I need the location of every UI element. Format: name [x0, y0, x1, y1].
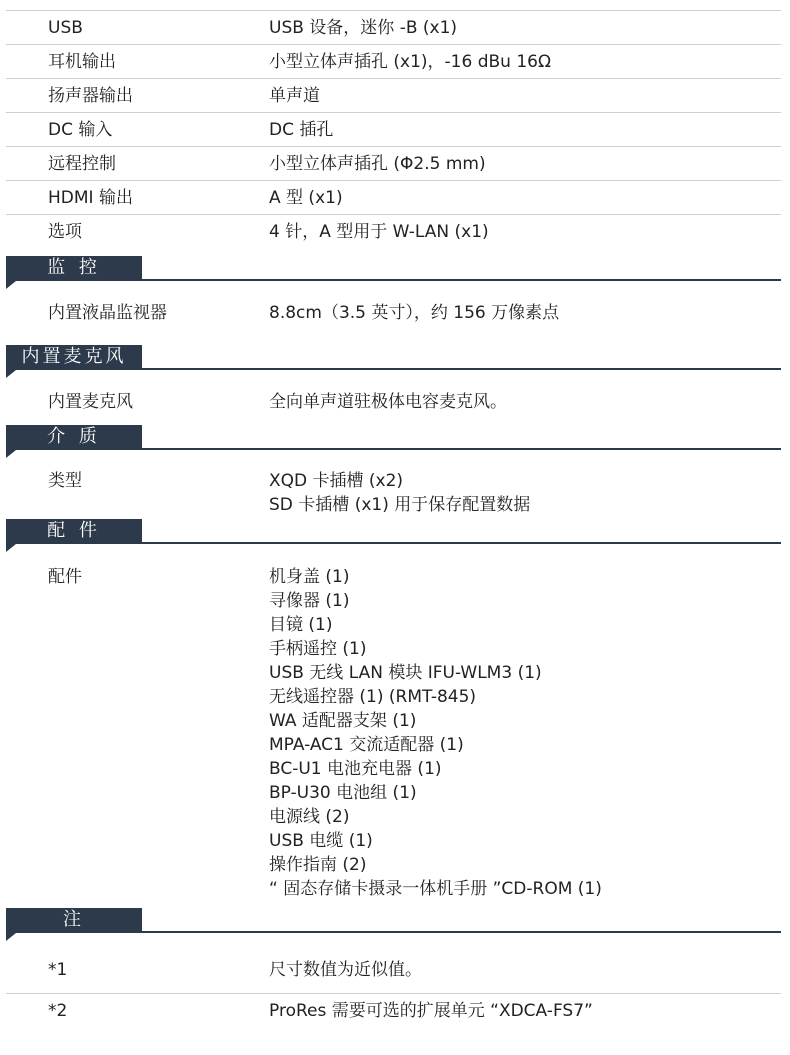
section-notch [6, 450, 16, 458]
media-slot-xqd: XQD 卡插槽 (x2) [269, 471, 404, 491]
row-value: 小型立体声插孔 (Φ2.5 mm) [269, 154, 486, 174]
row-value: 8.8cm（3.5 英寸），约 156 万像素点 [269, 303, 560, 323]
row-value: 全向单声道驻极体电容麦克风。 [269, 392, 507, 412]
section-rule [6, 542, 781, 544]
section-header-monitor [6, 256, 781, 291]
list-item: “ 固态存储卡摄录一体机手册 ”CD-ROM (1) [269, 879, 602, 899]
section-title: 内置麦克风 [6, 345, 142, 368]
row-label: HDMI 输出 [48, 188, 133, 208]
section-header-media [6, 425, 781, 460]
row-label: 内置麦克风 [48, 392, 133, 412]
list-item: BP-U30 电池组 (1) [269, 783, 417, 803]
section-title: 配 件 [6, 519, 142, 542]
row-value: DC 插孔 [269, 120, 334, 140]
row-label: 类型 [48, 471, 82, 491]
spec-row-headphone [6, 45, 781, 79]
section-rule [6, 279, 781, 281]
section-rule [6, 368, 781, 370]
row-value: A 型 (x1) [269, 188, 343, 208]
row-value: 4 针，A 型用于 W-LAN (x1) [269, 222, 489, 242]
section-rule [6, 931, 781, 933]
spec-row-option [6, 215, 781, 255]
list-item: 电源线 (2) [269, 807, 350, 827]
note-text: 尺寸数值为近似值。 [269, 960, 422, 980]
accessory-list [269, 565, 602, 901]
section-rule [6, 448, 781, 450]
list-item: 机身盖 (1) [269, 567, 350, 587]
spec-row-hdmi [6, 181, 781, 215]
note-marker: *2 [48, 1001, 68, 1021]
list-item: MPA-AC1 交流适配器 (1) [269, 735, 464, 755]
row-value: USB 设备，迷你 -B (x1) [269, 18, 458, 38]
section-header-mic [6, 345, 781, 380]
note-row-1 [6, 942, 781, 994]
row-label: 选项 [48, 222, 82, 242]
list-item: 目镜 (1) [269, 615, 333, 635]
spec-row-dc-in [6, 113, 781, 147]
list-item: USB 无线 LAN 模块 IFU-WLM3 (1) [269, 663, 542, 683]
list-item: 无线遥控器 (1) (RMT-845) [269, 687, 477, 707]
row-label: DC 输入 [48, 120, 113, 140]
row-label: 配件 [48, 567, 82, 587]
note-text: ProRes 需要可选的扩展单元 “XDCA-FS7” [269, 1001, 593, 1021]
list-item: BC-U1 电池充电器 (1) [269, 759, 442, 779]
section-title: 介 质 [6, 425, 142, 448]
section-title: 注 [6, 908, 142, 931]
section-notch [6, 933, 16, 941]
row-value [269, 469, 530, 517]
list-item: 手柄遥控 (1) [269, 639, 367, 659]
section-notch [6, 544, 16, 552]
list-item: USB 电缆 (1) [269, 831, 373, 851]
spec-row-usb [6, 11, 781, 45]
spec-row-media-type [6, 458, 781, 518]
spec-row-mic [6, 378, 781, 424]
row-label: 扬声器输出 [48, 86, 133, 106]
list-item: WA 适配器支架 (1) [269, 711, 417, 731]
note-marker: *1 [48, 960, 68, 980]
row-label: USB [48, 18, 83, 38]
row-value: 单声道 [269, 86, 320, 106]
row-value: 小型立体声插孔 (x1)，-16 dBu 16Ω [269, 52, 551, 72]
section-header-notes [6, 908, 781, 943]
spec-row-accessories [6, 552, 781, 904]
row-label: 耳机输出 [48, 52, 116, 72]
list-item: 操作指南 (2) [269, 855, 367, 875]
list-item: 寻像器 (1) [269, 591, 350, 611]
spec-row-lcd [6, 288, 781, 343]
section-header-accessories [6, 519, 781, 554]
media-slot-sd: SD 卡插槽 (x1) 用于保存配置数据 [269, 495, 531, 515]
section-notch [6, 370, 16, 378]
row-label: 内置液晶监视器 [48, 303, 167, 323]
spec-row-speaker [6, 79, 781, 113]
spec-row-remote [6, 147, 781, 181]
section-title: 监 控 [6, 256, 142, 279]
row-label: 远程控制 [48, 154, 116, 174]
note-row-2 [6, 994, 781, 1034]
